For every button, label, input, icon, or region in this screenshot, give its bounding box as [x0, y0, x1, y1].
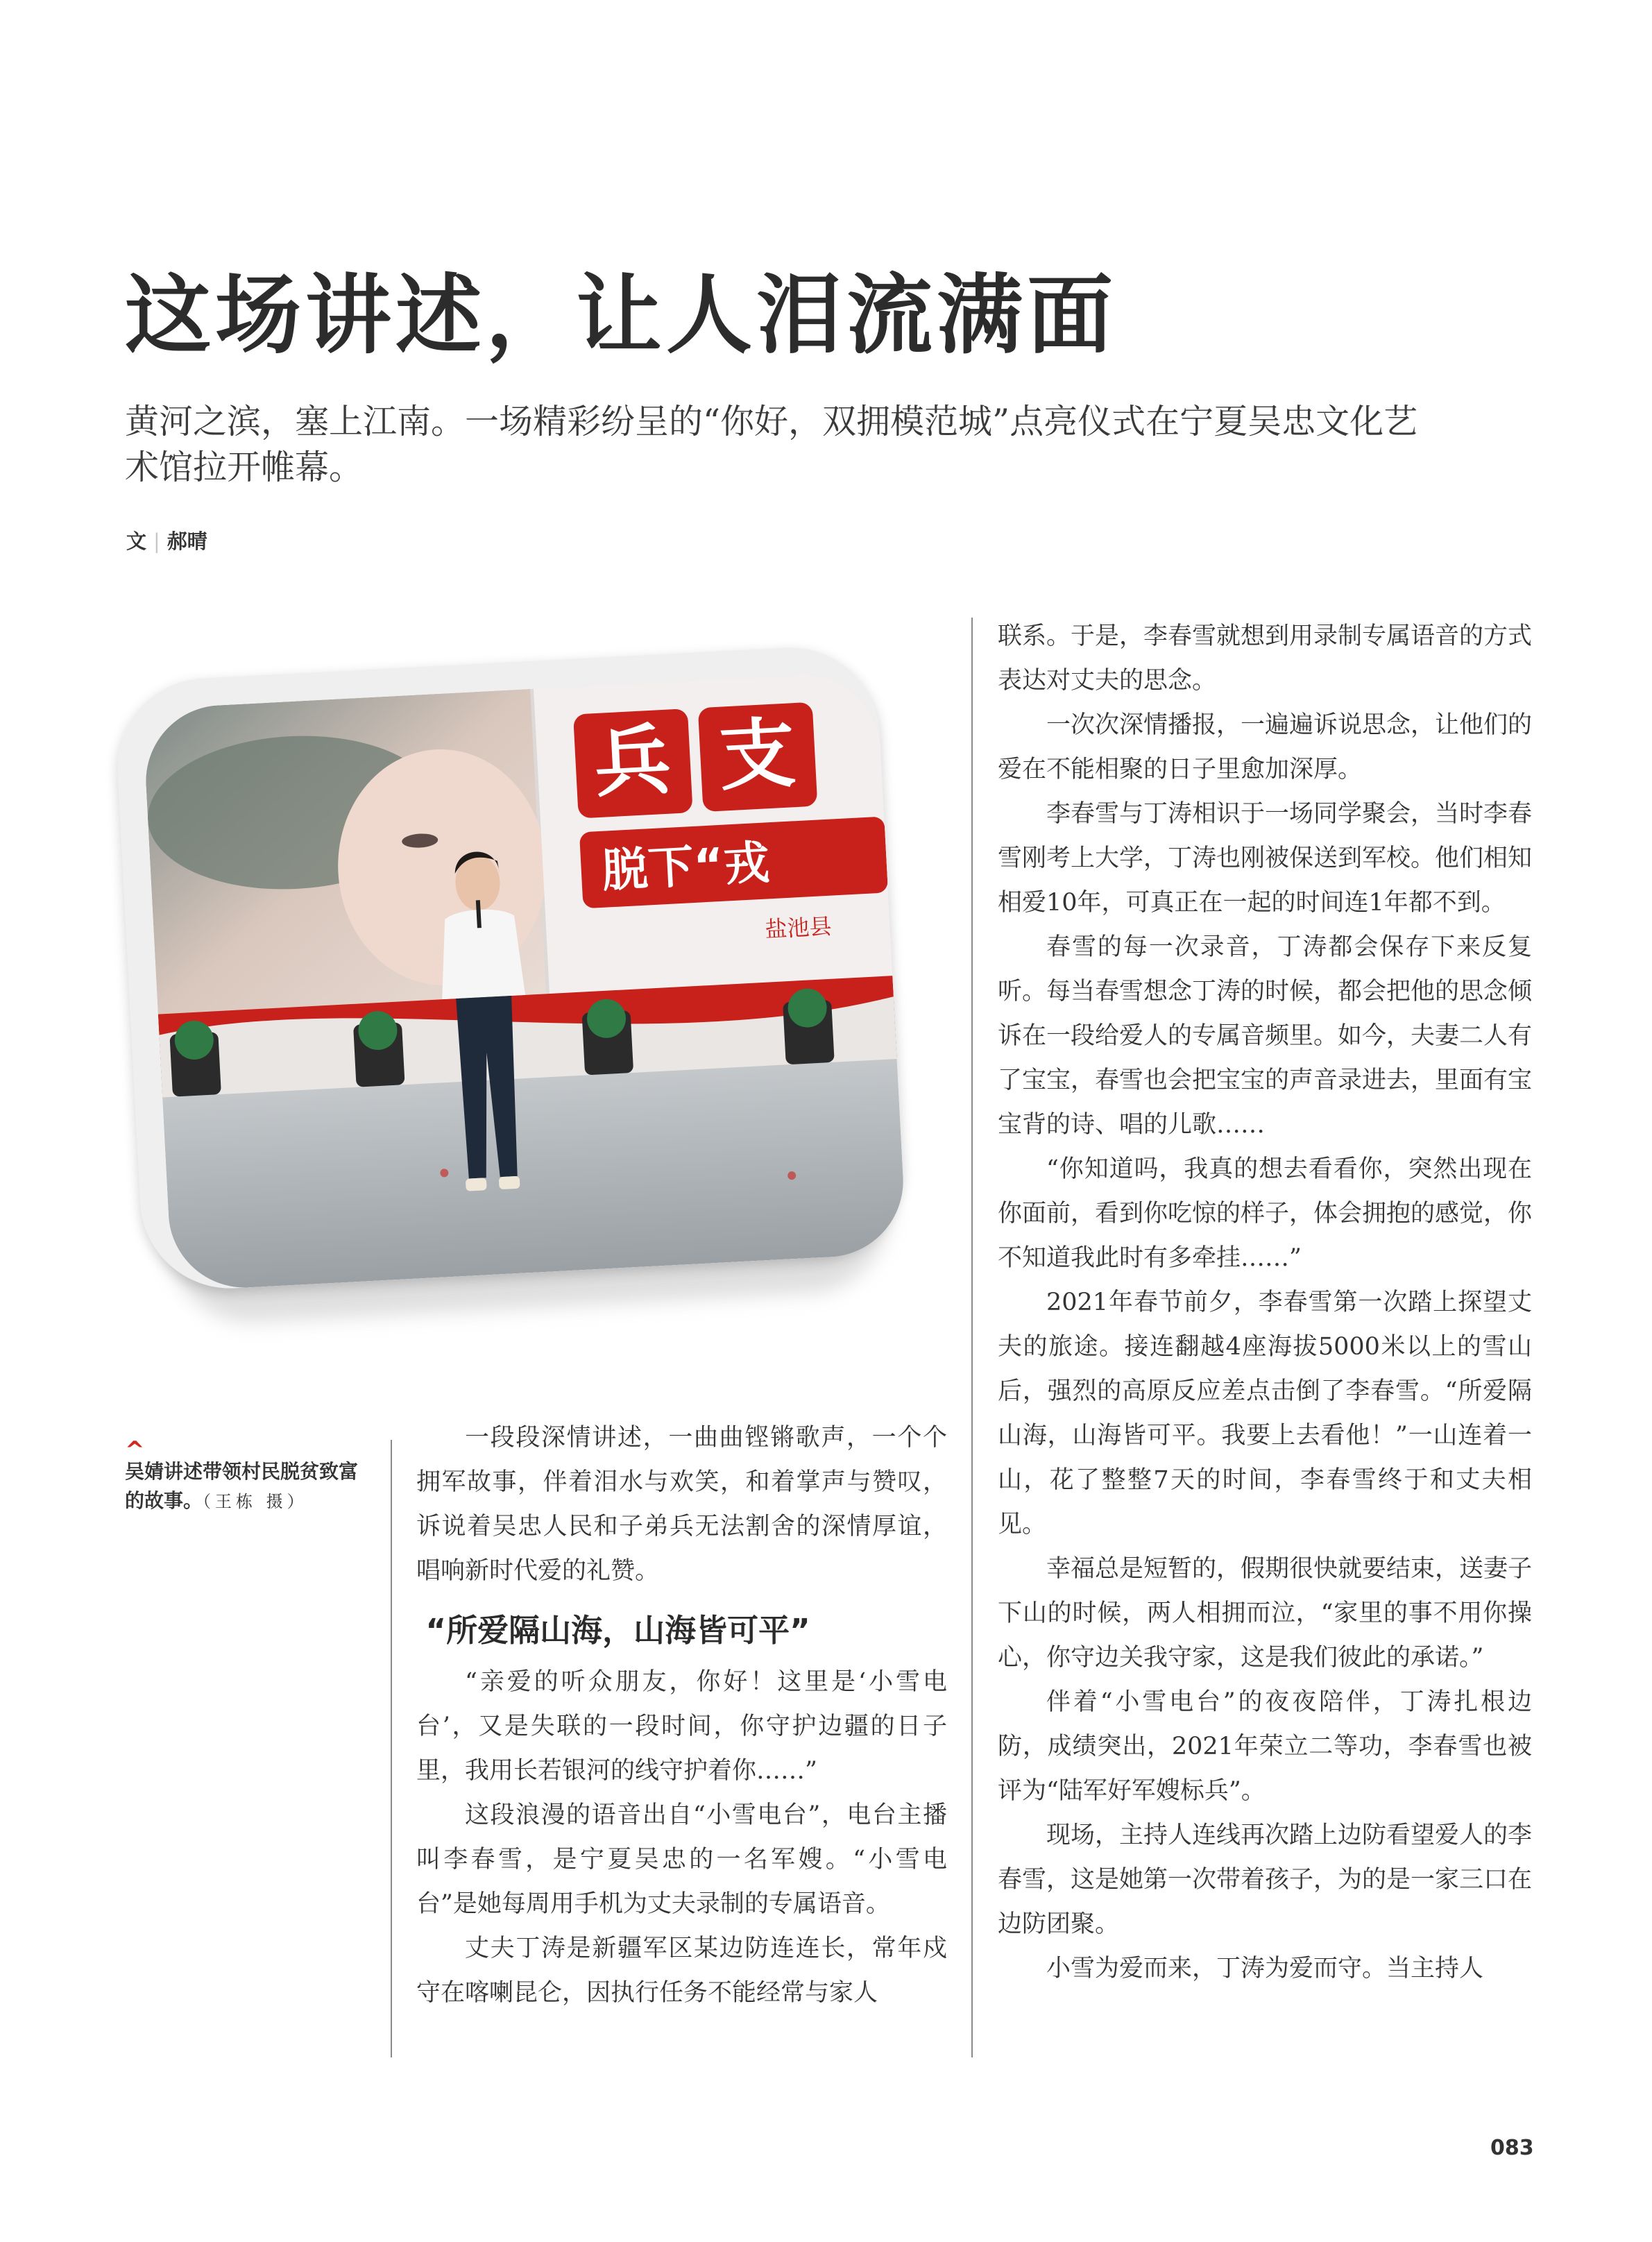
- body-paragraph: “亲爱的听众朋友，你好！这里是‘小雪电台’，又是失联的一段时间，你守护边疆的日子里，我用长若银河的线守护着你……”: [416, 1668, 947, 1785]
- caption-text: 吴婧讲述带领村民脱贫致富的故事。: [125, 1460, 359, 1512]
- body-paragraph: 李春雪与丁涛相识于一场同学聚会，当时李春雪刚考上大学，丁涛也刚被保送到军校。他们相知相爱10年，可真正在一起的时间连1年都不到。: [998, 800, 1533, 917]
- body-paragraph: 幸福总是短暂的，假期很快就要结束，送妻子下山的时候，两人相拥而泣，“家里的事不用你操心，你守边关我守家，这是我们彼此的承诺。”: [998, 1555, 1533, 1672]
- column-divider-right: [971, 618, 973, 2057]
- continued-paragraph: 联系。于是，李春雪就想到用录制专属语音的方式表达对丈夫的思念。: [998, 622, 1533, 695]
- author-name: 郝晴: [167, 529, 207, 553]
- body-paragraph: 2021年春节前夕，李春雪第一次踏上探望丈夫的旅途。接连翻越4座海拔5000米以上的雪山后，强烈的高原反应差点击倒了李春雪。“所爱隔山海，山海皆可平。我要上去看他！”一山连着一山，花了整整7天的时间，李春雪终于和丈夫相见。: [998, 1289, 1532, 1538]
- body-paragraph: 丈夫丁涛是新疆军区某边防连连长，常年戍守在喀喇昆仑，因执行任务不能经常与家人: [416, 1935, 947, 2007]
- body-paragraph: 春雪的每一次录音，丁涛都会保存下来反复听。每当春雪想念丁涛的时候，都会把他的思念倾诉在一段给爱人的专属音频里。如今，夫妻二人有了宝宝，春雪也会把宝宝的声音录进去，里面有宝宝背的诗、唱的儿歌……: [998, 933, 1533, 1139]
- section-heading: “所爱隔山海，山海皆可平”: [425, 1612, 810, 1649]
- column-divider-left: [391, 1440, 392, 2057]
- body-paragraph: 一次次深情播报，一遍遍诉说思念，让他们的爱在不能相聚的日子里愈加深厚。: [998, 711, 1533, 783]
- caret-up-icon: ^: [125, 1436, 145, 1464]
- article-column-middle: [416, 1416, 947, 2015]
- body-paragraph: “你知道吗，我真的想去看看你，突然出现在你面前，看到你吃惊的样子，体会拥抱的感觉，你不知道我此时有多牵挂……”: [998, 1155, 1533, 1272]
- sign-char-1: 兵: [592, 714, 673, 808]
- body-paragraph: 现场，主持人连线再次踏上边防看望爱人的李春雪，这是她第一次带着孩子，为的是一家三口在边防团聚。: [998, 1821, 1533, 1938]
- article-column-right: [998, 614, 1532, 1991]
- byline-separator: |: [153, 529, 160, 553]
- photo-caption: [125, 1457, 375, 1516]
- stage-scene: [142, 671, 908, 1291]
- article-title: 这场讲述，让人泪流满面: [125, 266, 1118, 366]
- body-paragraph: 这段浪漫的语音出自“小雪电台”，电台主播叫李春雪，是宁夏吴忠的一名军嫂。“小雪电台”是她每周用手机为丈夫录制的专属语音。: [416, 1801, 947, 1918]
- banner-text: 脱下“戎: [600, 835, 771, 898]
- body-paragraph: 小雪为爱而来，丁涛为爱而守。当主持人: [1046, 1955, 1484, 1982]
- byline: [126, 526, 207, 554]
- body-paragraph: 伴着“小雪电台”的夜夜陪伴，丁涛扎根边防，成绩突出，2021年荣立二等功，李春雪也被评为“陆军好军嫂标兵”。: [998, 1688, 1532, 1805]
- intro-paragraph: 一段段深情讲述，一曲曲铿锵歌声，一个个拥军故事，伴着泪水与欢笑，和着掌声与赞叹，诉说着吴忠人民和子弟兵无法割舍的深情厚谊，唱响新时代爱的礼赞。: [416, 1424, 947, 1585]
- photo-frame: [113, 643, 908, 1293]
- small-banner-text: 盐池县: [764, 912, 833, 943]
- byline-label: 文: [126, 529, 147, 553]
- article-lead: 黄河之滨，塞上江南。一场精彩纷呈的“你好，双拥模范城”点亮仪式在宁夏吴忠文化艺术馆拉开帷幕。: [125, 402, 1418, 487]
- sign-char-2: 支: [717, 708, 798, 801]
- photo-credit: （王栋 摄）: [203, 1492, 308, 1511]
- page-number: 083: [1490, 2136, 1534, 2160]
- stage-photo: [142, 671, 908, 1291]
- article-photo: [114, 649, 905, 1315]
